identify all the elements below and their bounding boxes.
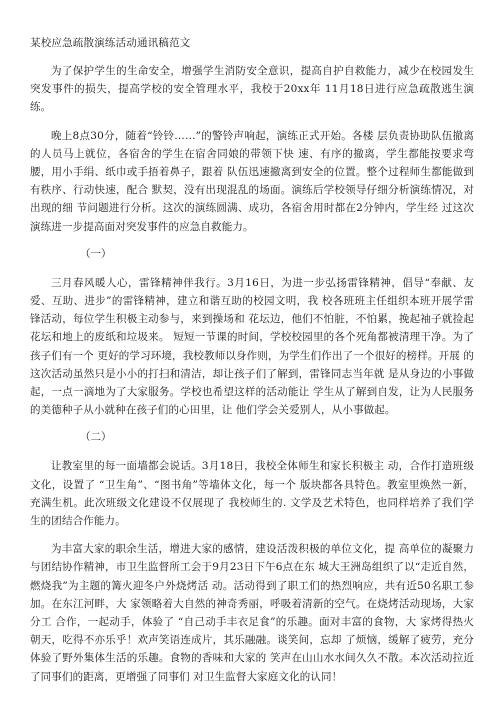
paragraph-class-culture: 让教室里的每一面墙都会说话。3月18日，我校全体师生和家长积极主 动，合作打造班级文化，设置了 “卫生角”、“图书角”等墙体文化，每一个 版块都各具特色。教室里焕然一新，充满生机。此次班级文化建设不仅展现了 我校师生的. 文学及艺术特色，也同样培养了我们学生的团结合作能力。	[30, 460, 474, 528]
paragraph-lei-feng-activity: 三月春风暖人心，雷锋精神伴我行。3月16日，为进一步弘扬雷锋精神，倡导“奉献、友爱、互助、进步”的雷锋精神，建立和谐互助的校园文明，我 校各班班主任组织本班开展学雷锋活动，每位学生积极主动参与，来到操场和 花坛边，他们不怕脏，不怕累，挽起袖子就捡起花坛和地上的废纸和垃圾来。 短短一节课的时间，学校校园里的各个死角都被清理干净。为了孩子们有一个 更好的学习环境，我校教师以身作则，为学生们作出了一个很好的榜样。开展 的这次活动虽然只是小小的打扫和清洁，却让孩子们了解到，雷锋同志当年就 是从身边的小事做起，一点一滴地为了大家服务。学校也希望这样的活动能让 学生从了解到自发，让为人民服务的美德种子从小就种在孩子们的心田里，让 他们学会关爱别人，从小事做起。	[30, 276, 474, 417]
section-heading-two: （二）	[80, 431, 112, 444]
paragraph-drill-process: 晚上8点30分，随着“铃铃……”的警铃声响起，演练正式开始。各楼 层负责协助队伍撤离的人员马上就位，各宿舍的学生在宿舍同娘的带领下快 速、有序的撤离，学生都能按要求弯腰，用小手绢、纸巾或手捂着鼻子，跟着 队伍迅速撤离到安全的位置。整个过程师生都能做到有秩序、行动快速，配合 默契，没有出现混乱的场面。演练后学校领导仔细分析演练情况，对出现的细 节问题进行分析。这次的演练圆满、成功，各宿舍用时都在2分钟内，学生经 过这次演练进一步提高面对突发事件的应急自救能力。	[30, 129, 474, 233]
paragraph-bbq-event: 为丰富大家的职余生活，增进大家的感情，建设活泼积极的单位文化，提 高单位的凝聚力与团结协作精神，市卫生监督所工会于9月23日下午6点在东 城大王洲岛组织了以“走近自然，燃烧我”为主题的篝火迎冬户外烧烤活 动。活动得到了职工们的热烈响应，共有近50名职工参加。在东江河畔，大 家领略着大自然的神奇秀丽，呼吸着清新的空气。在烧烤活动现场，大家分工 合作，一起动手，体验了 “自己动手丰衣足食”的乐趣。面对丰富的食物，大 家烤得热火朝天，吃得不亦乐乎！欢声笑语连成片，其乐融融。谈笑间，忘却 了烦恼，缓解了疲劳，充分体验了野外集体生活的乐趣。食物的香味和大家的 笑声在山山水水间久久不散。本次活动拉近了同事们的距离，更增强了同事们 对卫生监督大家庭文化的认同！	[30, 543, 474, 683]
section-heading-one: （一）	[80, 247, 112, 260]
document-title: 某校应急疏散演练活动通讯稿范文	[30, 37, 191, 49]
paragraph-drill-intro: 为了保护学生的生命安全，增强学生消防安全意识，提高自护自救能力，减少在校园发生突发事件的损失，提高学校的安全管理水平，我校于20xx年 11月18日进行应急疏散逃生演练。	[30, 65, 474, 114]
